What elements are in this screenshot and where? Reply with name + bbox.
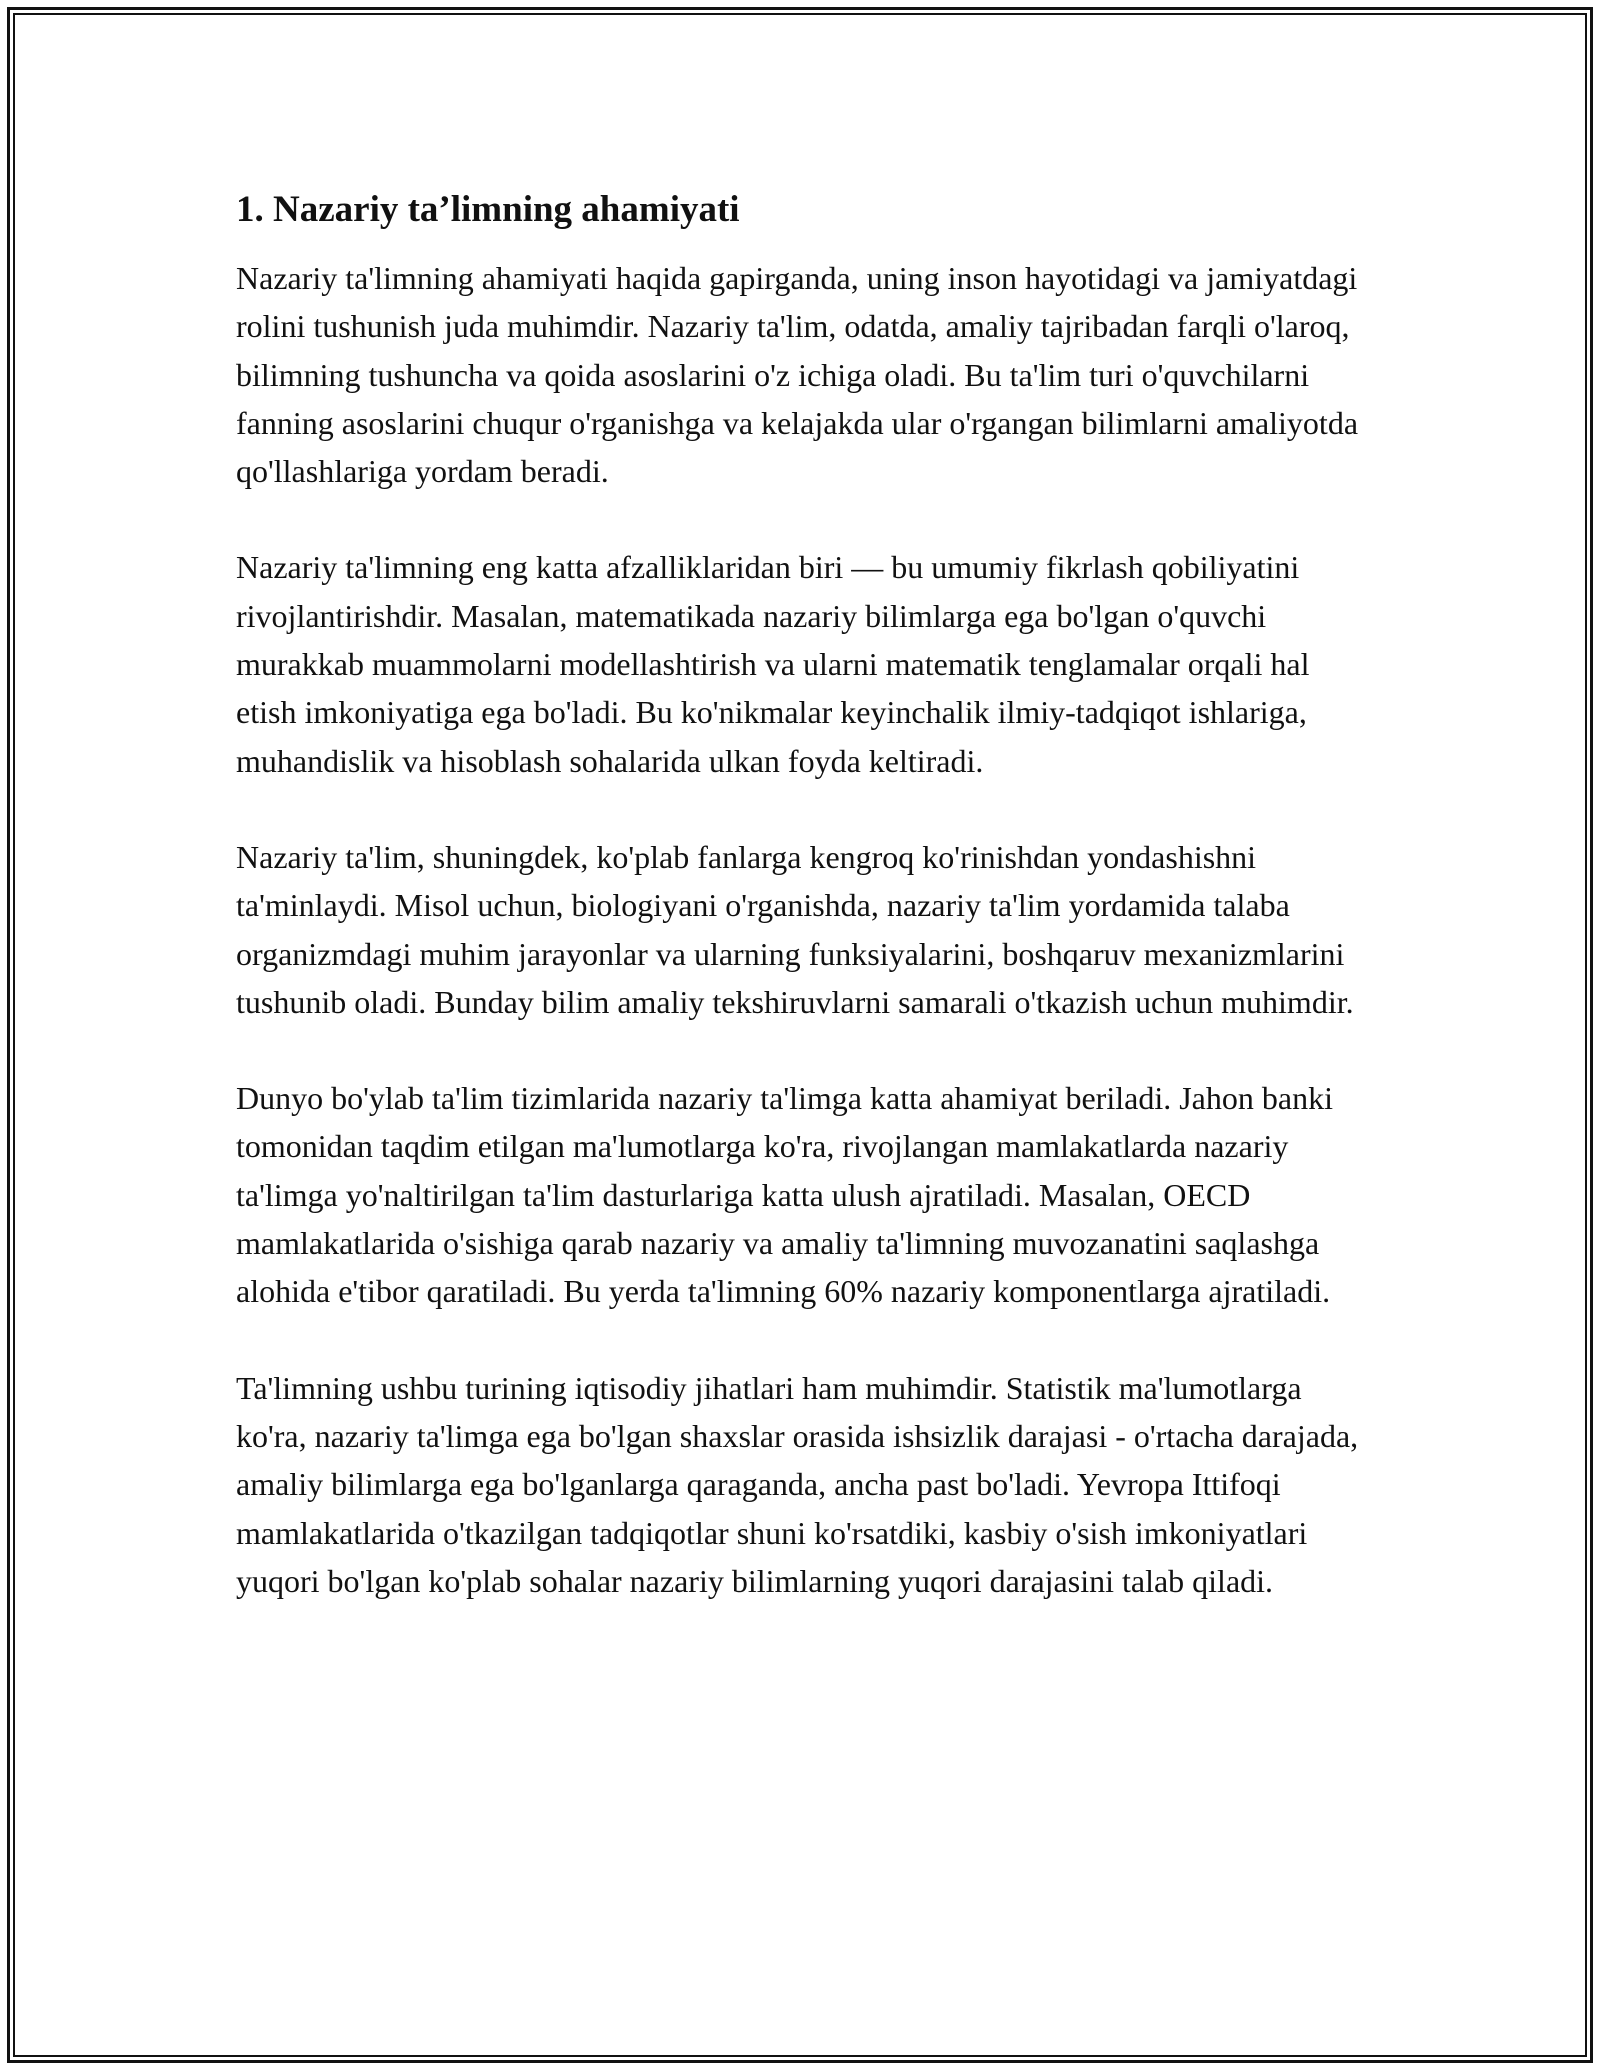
paragraph-5: Ta'limning ushbu turining iqtisodiy jihatlari ham muhimdir. Statistik ma'lumotlarga ko'ra, nazariy ta'limga ega bo'lgan shaxslar orasida ishsizlik darajasi - o'rtacha darajada, amaliy bilimlarga ega bo'lganlarga qaraganda, ancha past bo'ladi. Yevropa Ittifoqi mamlakatlarida o'tkazilgan tadqiqotlar shuni ko'rsatdiki, kasbiy o'sish imkoniyatlari yuqori bo'lgan ko'plab sohalar nazariy bilimlarning yuqori darajasini talab qiladi. (236, 1369, 1359, 1599)
paragraph-3: Nazariy ta'lim, shuningdek, ko'plab fanlarga kengroq ko'rinishdan yondashishni ta'minlaydi. Misol uchun, biologiyani o'rganishda, nazariy ta'lim yordamida talaba organizmdagi muhim jarayonlar va ularning funksiyalarini, boshqaruv mexanizmlarini tushunib oladi. Bunday bilim amaliy tekshiruvlarni samarali o'tkazish uchun muhimdir. (236, 838, 1354, 1020)
document-body (236, 186, 1366, 1653)
section-heading: 1. Nazariy ta’limning ahamiyati (236, 189, 740, 230)
paragraph-1: Nazariy ta'limning ahamiyati haqida gapirganda, uning inson hayotidagi va jamiyatdagi rolini tushunish juda muhimdir. Nazariy ta'lim, odatda, amaliy tajribadan farqli o'laroq, bilimning tushuncha va qoida asoslarini o'z ichiga oladi. Bu ta'lim turi o'quvchilarni fanning asoslarini chuqur o'rganishga va kelajakda ular o'rgangan bilimlarni amaliyotda qo'llashlariga yordam beradi. (236, 260, 1359, 490)
paragraph-2: Nazariy ta'limning eng katta afzalliklaridan biri — bu umumiy fikrlash qobiliyatini rivojlantirishdir. Masalan, matematikada nazariy bilimlarga ega bo'lgan o'quvchi murakkab muammolarni modellashtirish va ularni matematik tenglamalar orqali hal etish imkoniyatiga ega bo'ladi. Bu ko'nikmalar keyinchalik ilmiy-tadqiqot ishlariga, muhandislik va hisoblash sohalarida ulkan foyda keltiradi. (236, 549, 1310, 779)
paragraph-4: Dunyo bo'ylab ta'lim tizimlarida nazariy ta'limga katta ahamiyat beriladi. Jahon banki tomonidan taqdim etilgan ma'lumotlarga ko'ra, rivojlangan mamlakatlarda nazariy ta'limga yo'naltirilgan ta'lim dasturlariga katta ulush ajratiladi. Masalan, OECD mamlakatlarida o'sishiga qarab nazariy va amaliy ta'limning muvozanatini saqlashga alohida e'tibor qaratiladi. Bu yerda ta'limning 60% nazariy komponentlarga ajratiladi. (236, 1080, 1333, 1310)
